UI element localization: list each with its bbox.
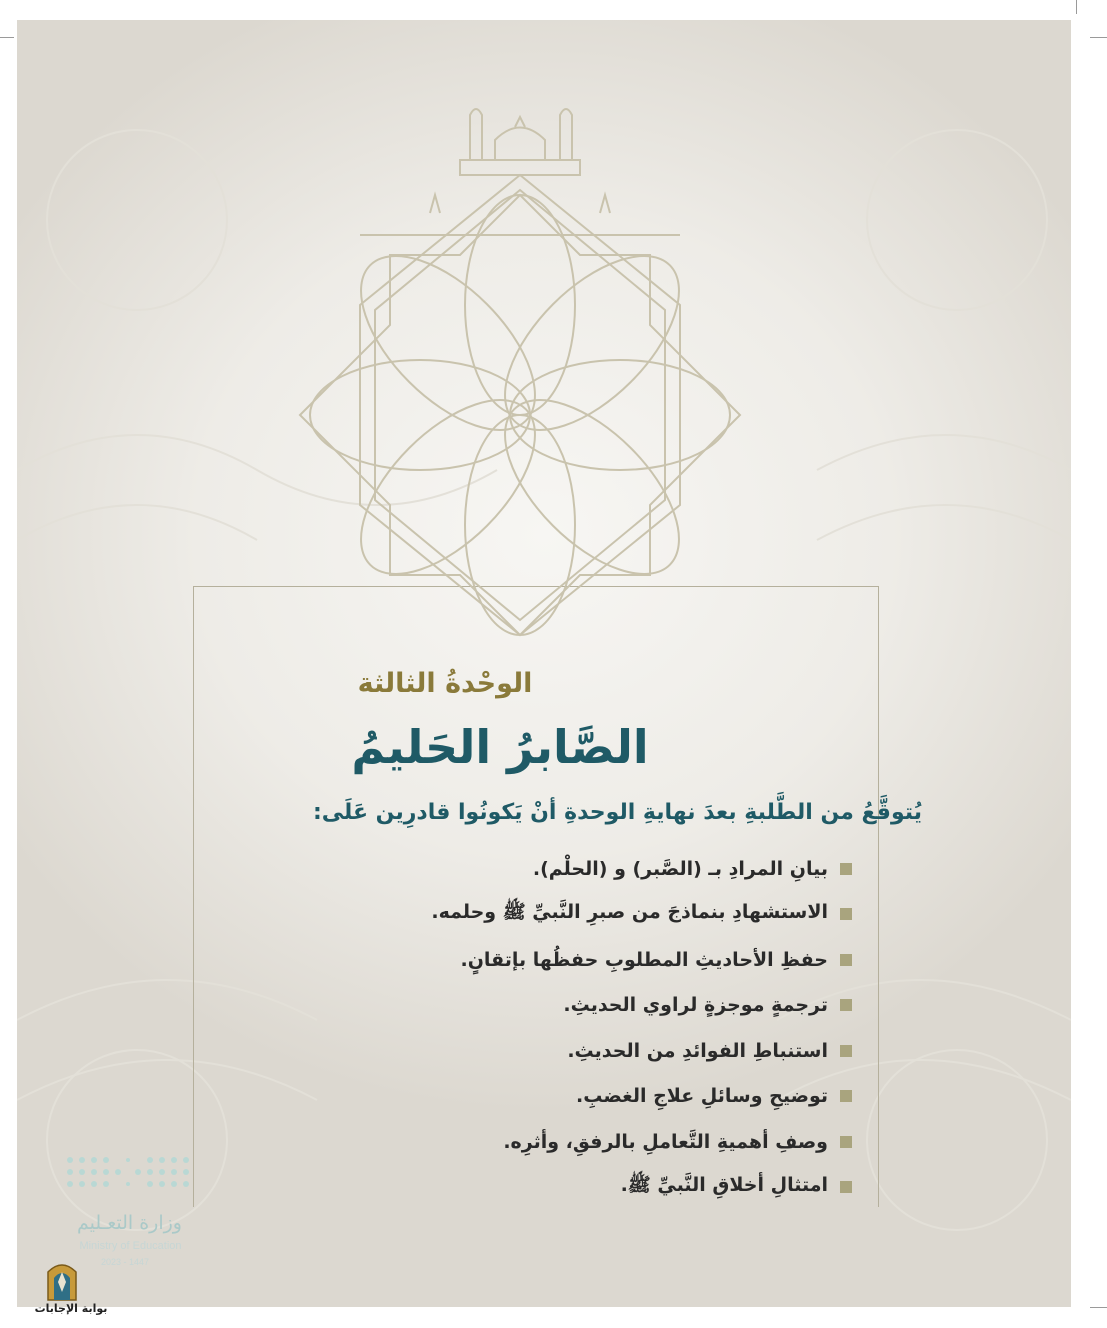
list-item: [232, 983, 852, 1029]
site-badge-label: بوابة الإجابات: [34, 1302, 108, 1315]
ministry-name-english: Ministry of Education: [79, 1240, 182, 1252]
ministry-logo-dots: [60, 1150, 210, 1270]
list-item: [232, 1074, 852, 1120]
unit-label: الوحْدةُ الثالثة: [357, 668, 533, 699]
objective-text: حفظِ الأحاديثِ المطلوبِ حفظُها بإتقانٍ.: [460, 948, 828, 971]
square-bullet-icon: [840, 1136, 852, 1148]
list-item: [232, 846, 852, 892]
list-item: [232, 937, 852, 983]
square-bullet-icon: [840, 954, 852, 966]
list-item: [232, 1165, 852, 1211]
square-bullet-icon: [840, 908, 852, 920]
square-bullet-icon: [840, 1045, 852, 1057]
crop-mark: [1090, 1307, 1107, 1308]
objective-text: استنباطِ الفوائدِ من الحديثِ.: [567, 1039, 828, 1062]
site-badge-icon: [44, 1258, 80, 1302]
crop-mark: [0, 37, 14, 38]
objective-text: الاستشهادِ بنماذجَ من صبرِ النَّبيِّ ﷺ وحلمه.: [431, 901, 828, 924]
list-item: [232, 1028, 852, 1074]
ministry-year: 2023 - 1447: [100, 1257, 150, 1267]
crop-mark: [1076, 0, 1077, 14]
ministry-name-arabic: وزارة التعـليم: [76, 1212, 182, 1234]
objective-text: توضيحِ وسائلِ علاجِ الغضبِ.: [576, 1085, 828, 1108]
mosque-rosette-ornament: [280, 95, 760, 655]
learning-objectives-intro: يُتوقَّعُ من الطَّلبةِ بعدَ نهايةِ الوحدةِ أنْ يَكونُوا قادرِين عَلَى:: [312, 800, 922, 825]
objective-text: بيانِ المرادِ بـ (الصَّبر) و (الحلْم).: [532, 857, 828, 880]
square-bullet-icon: [840, 1090, 852, 1102]
square-bullet-icon: [840, 999, 852, 1011]
unit-title: الصَّابرُ الحَليمُ: [351, 720, 649, 774]
objective-text: ترجمةٍ موجزةٍ لراوي الحديثِ.: [563, 994, 828, 1017]
objective-text: وصفِ أهميةِ التَّعاملِ بالرفقِ، وأثرِه.: [503, 1130, 828, 1153]
list-item: [232, 1119, 852, 1165]
objectives-list: [232, 846, 852, 1210]
square-bullet-icon: [840, 1181, 852, 1193]
square-bullet-icon: [840, 863, 852, 875]
crop-mark: [1090, 37, 1107, 38]
list-item: [232, 892, 852, 938]
objective-text: امتثالِ أخلاقِ النَّبيِّ ﷺ.: [620, 1174, 828, 1197]
